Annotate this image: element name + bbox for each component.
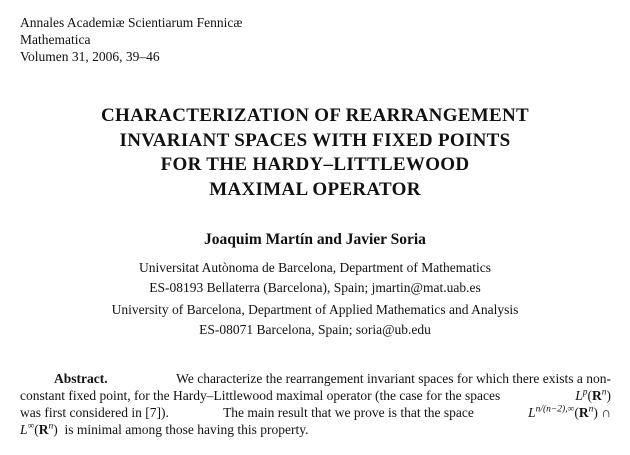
journal-series: Mathematica xyxy=(20,32,91,47)
affiliation-address: ES-08071 Barcelona, Spain; soria@ub.edu xyxy=(199,322,431,337)
abstract-line xyxy=(20,404,611,421)
abstract-text: We characterize the rearrangement invariant spaces for which there exists a non- xyxy=(176,371,611,386)
affiliation-1 xyxy=(0,258,630,298)
abstract-text: constant fixed point, for the Hardy–Littlewood maximal operator (the case for the spaces xyxy=(20,388,501,403)
abstract-line xyxy=(20,387,611,404)
paper-title xyxy=(0,104,630,202)
title-line: MAXIMAL OPERATOR xyxy=(209,178,421,200)
affiliation-institution: University of Barcelona, Department of Applied Mathematics and Analysis xyxy=(111,302,519,317)
math-lp-space: $L^p(R^n)$ xyxy=(575,387,611,403)
authors: Joaquim Martín and Javier Soria xyxy=(204,231,426,248)
title-line: INVARIANT SPACES WITH FIXED POINTS xyxy=(119,129,511,151)
affiliation-2 xyxy=(0,300,630,340)
journal-header xyxy=(20,14,242,65)
journal-name: Annales Academiæ Scientiarum Fennicæ xyxy=(20,15,243,30)
abstract-text: The main result that we prove is that the space xyxy=(223,405,474,420)
abstract-heading: Abstract. xyxy=(54,371,108,386)
affiliation-institution: Universitat Autònoma de Barcelona, Department of Mathematics xyxy=(138,260,491,275)
abstract-text: was first considered in [7]). xyxy=(20,405,169,420)
math-linf-space: $L^\infty(R^n)$ xyxy=(20,421,58,437)
affiliation-address: ES-08193 Bellaterra (Barcelona), Spain; jmartin@mat.uab.es xyxy=(149,280,481,295)
title-line: FOR THE HARDY–LITTLEWOOD xyxy=(160,154,470,175)
abstract-text: is minimal among those having this property. xyxy=(64,422,309,437)
journal-volume: Volumen 31, 2006, 39–46 xyxy=(20,49,160,64)
abstract-line xyxy=(20,421,611,438)
abstract xyxy=(20,370,611,438)
abstract-line xyxy=(20,370,611,387)
math-main-space: $L^{n/(n-2),\infty}(R^n)$ ∩ xyxy=(528,404,611,420)
title-line: CHARACTERIZATION OF REARRANGEMENT xyxy=(101,105,529,126)
